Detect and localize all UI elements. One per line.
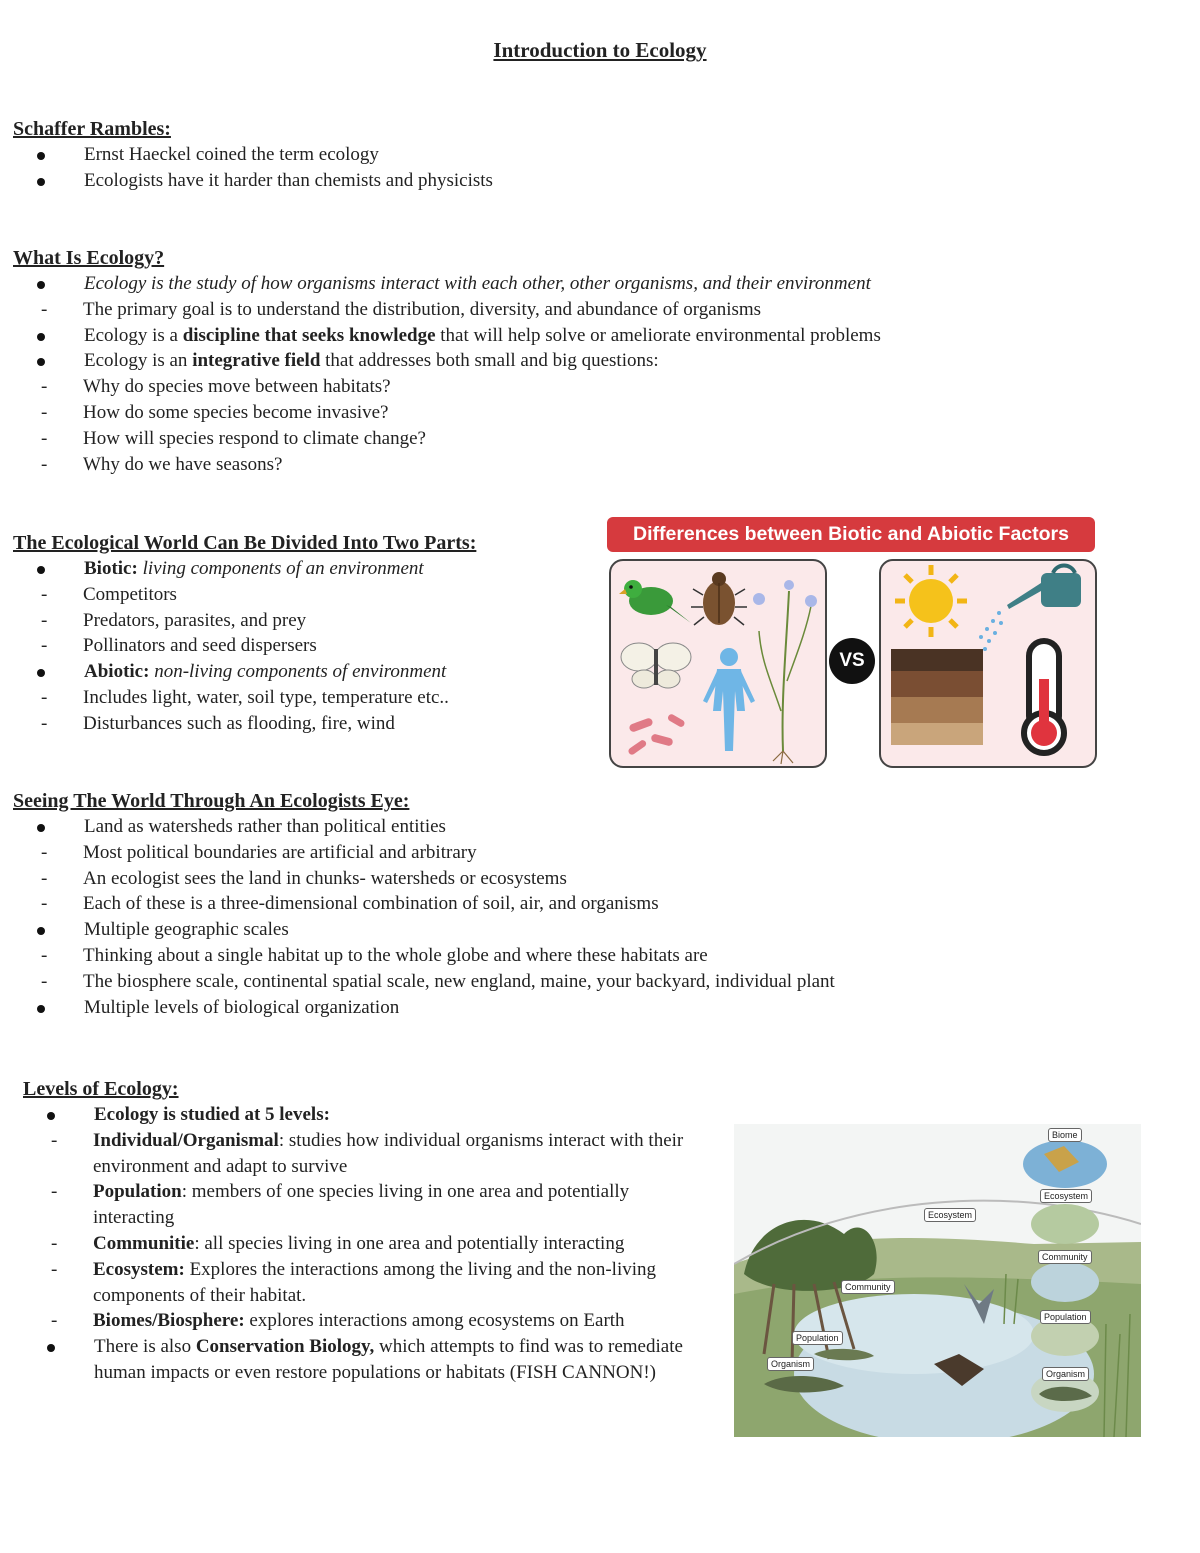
list-item: There is also Conservation Biology, which attempts to find was to remediate human impacts or even restore populations or habitats (FISH CANNON!): [23, 1334, 693, 1386]
list-item: - Pollinators and seed dispersers: [13, 633, 603, 659]
bullet-icon: [37, 1005, 45, 1013]
bullet-icon: [37, 824, 45, 832]
bullet-icon: [37, 358, 45, 366]
list-item: - The primary goal is to understand the distribution, diversity, and abundance of organisms: [13, 297, 1163, 323]
list-item: - An ecologist sees the land in chunks- watersheds or ecosystems: [13, 866, 1163, 892]
list-item: Ecology is studied at 5 levels: - Individual/Organismal: studies how individual organisms interact with their environment and adapt to survive - Population: members of one species living in one area and potentially interacting - Communitie: all species living in one area and potentially interacting - Ecosystem: Explores the interactions among the living and the non-living components of their habitat. - Biomes/Biosphere: explores interactions among ecosystems on Earth: [23, 1102, 693, 1334]
list-item: Ecology is the study of how organisms interact with each other, other organisms, and their environment - The primary goal is to understand the distribution, diversity, and abundance of organisms: [13, 271, 1163, 323]
dash-icon: -: [41, 376, 48, 398]
dash-icon: -: [51, 1310, 58, 1332]
parts-heading: The Ecological World Can Be Divided Into Two Parts:: [13, 532, 477, 554]
list-item: - Predators, parasites, and prey: [13, 608, 603, 634]
list-item: - Population: members of one species living in one area and potentially interacting: [51, 1181, 630, 1229]
dash-icon: -: [41, 298, 48, 320]
human-icon: [703, 648, 755, 751]
dash-icon: -: [41, 427, 48, 449]
dash-icon: -: [41, 635, 48, 657]
dash-icon: -: [41, 867, 48, 889]
dash-icon: -: [41, 453, 48, 475]
eye-section: [13, 788, 1163, 1020]
list-item: Ecologists have it harder than chemists and physicists: [13, 168, 1163, 194]
thermometer-icon: [1024, 641, 1064, 753]
beetle-icon: [691, 572, 747, 625]
sub-list: [13, 582, 603, 659]
list-item: - Each of these is a three-dimensional combination of soil, air, and organisms: [13, 891, 1163, 917]
bullet-icon: [37, 281, 45, 289]
levels-list: [23, 1102, 693, 1386]
levels-of-ecology-illustration: [734, 1124, 1141, 1437]
dash-icon: -: [41, 944, 48, 966]
biome-label: Biome: [1048, 1128, 1082, 1142]
sub-list: [13, 374, 1163, 477]
schaffer-list: [13, 142, 1163, 194]
parts-list: [13, 556, 603, 737]
population-label-right: Population: [1040, 1310, 1091, 1324]
levels-heading: Levels of Ecology:: [23, 1078, 179, 1100]
community-label-right: Community: [1038, 1250, 1092, 1264]
dash-icon: -: [41, 583, 48, 605]
organism-label-left: Organism: [767, 1357, 814, 1371]
dash-icon: -: [41, 970, 48, 992]
list-item: Ernst Haeckel coined the term ecology: [13, 142, 1163, 168]
list-item: Abiotic: non-living components of environment - Includes light, water, soil type, temperature etc.. - Disturbances such as flooding, fire, wind: [13, 659, 603, 736]
list-item: - Most political boundaries are artificial and arbitrary: [13, 840, 1163, 866]
list-item: - The biosphere scale, continental spatial scale, new england, maine, your backyard, individual plant: [13, 969, 1163, 995]
biotic-abiotic-infographic: [607, 517, 1097, 767]
eye-list: [13, 814, 1163, 1020]
ecology-scene-icon: [734, 1124, 1141, 1437]
sun-icon: [895, 565, 967, 637]
dash-icon: -: [41, 841, 48, 863]
butterfly-icon: [621, 643, 691, 688]
list-item: - Why do species move between habitats?: [13, 374, 1163, 400]
parts-section: [13, 530, 603, 737]
parrot-icon: [619, 580, 691, 623]
schaffer-section: [13, 116, 1163, 194]
list-item: - Ecosystem: Explores the interactions among the living and the non-living components of their habitat.: [51, 1258, 657, 1306]
dash-icon: -: [41, 401, 48, 423]
list-item: Land as watersheds rather than political entities - Most political boundaries are artificial and arbitrary - An ecologist sees the land in chunks- watersheds or ecosystems - Each of these is a three-dimensional combination of soil, air, and organisms: [13, 814, 1163, 917]
population-label-left: Population: [792, 1331, 843, 1345]
ecosystem-label-right: Ecosystem: [1040, 1189, 1092, 1203]
community-label-left: Community: [841, 1280, 895, 1294]
bullet-icon: [47, 1112, 55, 1120]
list-item: - Why do we have seasons?: [13, 452, 1163, 478]
list-item: Multiple levels of biological organization: [13, 995, 1163, 1021]
list-item: Ecology is a discipline that seeks knowledge that will help solve or ameliorate environmental problems: [13, 323, 1163, 349]
list-item: - Biomes/Biosphere: explores interactions among ecosystems on Earth: [23, 1308, 693, 1334]
bullet-icon: [37, 333, 45, 341]
levels-section: [23, 1076, 693, 1386]
list-item: Ecology is an integrative field that addresses both small and big questions: - Why do species move between habitats? - How do some species become invasive? - How will species respond to climate change? - Why do we have seasons?: [13, 348, 1163, 477]
list-item: - Disturbances such as flooding, fire, wind: [13, 711, 603, 737]
ecosystem-label-arc: Ecosystem: [924, 1208, 976, 1222]
schaffer-heading: Schaffer Rambles:: [13, 118, 171, 140]
bullet-icon: [37, 669, 45, 677]
abiotic-panel: [879, 559, 1097, 768]
vs-badge: VS: [829, 638, 875, 684]
plant-icon: [753, 580, 817, 764]
what-section: [13, 245, 1163, 477]
organism-label-right: Organism: [1042, 1367, 1089, 1381]
page-title: Introduction to Ecology: [493, 38, 707, 62]
biotic-illustration: [611, 561, 825, 766]
sub-list: [13, 685, 603, 737]
list-item: - How will species respond to climate change?: [13, 426, 1163, 452]
sub-list: [23, 1128, 693, 1334]
sub-list: [13, 943, 1163, 995]
sub-list: [13, 840, 1163, 917]
what-heading: What Is Ecology?: [13, 247, 165, 269]
bullet-icon: [37, 566, 45, 574]
dash-icon: -: [41, 686, 48, 708]
watering-can-icon: [979, 566, 1081, 652]
dash-icon: -: [41, 893, 48, 915]
list-item: - How do some species become invasive?: [13, 400, 1163, 426]
infographic-banner: Differences between Biotic and Abiotic Factors: [607, 517, 1095, 552]
dash-icon: -: [41, 609, 48, 631]
dash-icon: -: [41, 712, 48, 734]
dash-icon: -: [51, 1181, 58, 1203]
dash-icon: -: [51, 1232, 58, 1254]
list-item: Multiple geographic scales - Thinking about a single habitat up to the whole globe and where these habitats are - The biosphere scale, continental spatial scale, new england, maine, your backyard, individual plant: [13, 917, 1163, 994]
dash-icon: -: [51, 1258, 58, 1280]
bullet-icon: [37, 178, 45, 186]
bullet-icon: [37, 152, 45, 160]
list-item: Biotic: living components of an environment - Competitors - Predators, parasites, and prey - Pollinators and seed dispersers: [13, 556, 603, 659]
bullet-icon: [47, 1344, 55, 1352]
eye-heading: Seeing The World Through An Ecologists Eye:: [13, 790, 410, 812]
list-item: - Individual/Organismal: studies how individual organisms interact with their environment and adapt to survive: [51, 1129, 684, 1177]
list-item: - Includes light, water, soil type, temperature etc..: [13, 685, 603, 711]
soil-icon: [891, 649, 983, 745]
what-list: [13, 271, 1163, 477]
bacteria-icon: [627, 713, 686, 756]
list-item: - Communitie: all species living in one area and potentially interacting: [23, 1231, 693, 1257]
sub-list: [13, 297, 1163, 323]
abiotic-illustration: [881, 561, 1095, 766]
list-item: - Competitors: [13, 582, 603, 608]
biotic-panel: [609, 559, 827, 768]
list-item: - Thinking about a single habitat up to the whole globe and where these habitats are: [13, 943, 1163, 969]
dash-icon: -: [51, 1129, 58, 1151]
bullet-icon: [37, 927, 45, 935]
